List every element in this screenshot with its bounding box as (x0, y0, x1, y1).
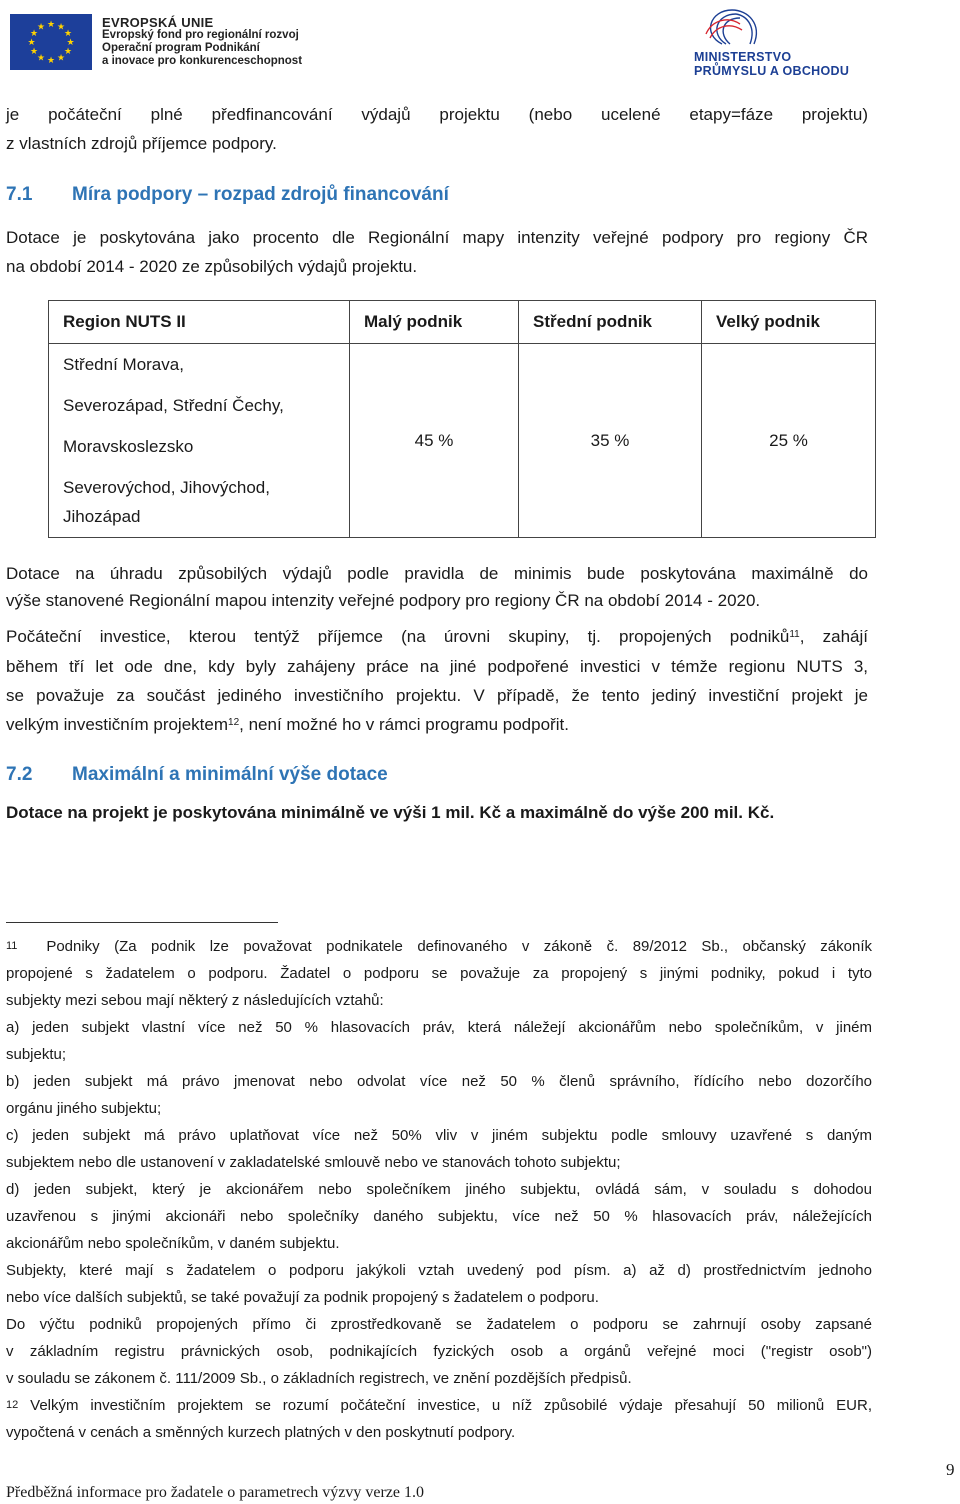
svg-text:★: ★ (29, 29, 39, 39)
eu-line-3: Operační program Podnikání (102, 42, 260, 54)
region-line: Jihozápad (63, 507, 141, 526)
footnote-divider (6, 922, 278, 923)
rate-large: 25 % (702, 344, 876, 538)
svg-text:★: ★ (46, 56, 56, 66)
svg-text:★: ★ (29, 47, 39, 57)
table-header-cell: Velký podnik (702, 301, 876, 344)
footnote-c-line-1: c) jeden subjekt má právo uplatňovat více než 50% vliv v jiném subjektu podle smlouvy uzavřené s daným (6, 1127, 872, 1144)
svg-text:★: ★ (66, 38, 75, 48)
initial-investment-line-3: se považuje za součást jediného investičního projektu. V případě, že tento jediný investiční projekt je (6, 686, 868, 705)
footnote-d-line-1: d) jeden subjekt, který je akcionářem nebo společníkem jiného subjektu, ovládá sám, v souladu s dohodou (6, 1181, 872, 1198)
de-minimis-line-1: Dotace na úhradu způsobilých výdajů podle pravidla de minimis bude poskytována maximálně do (6, 564, 868, 583)
eu-line-4: a inovace pro konkurenceschopnost (102, 55, 303, 67)
initial-investment-line-4: velkým investičním projektem$^{12}$, není možné ho v rámci programu podpořit. (6, 715, 569, 734)
section-7-1-line-2: na období 2014 - 2020 ze způsobilých výdajů projektu. (6, 257, 418, 276)
initial-investment-line-1: Počáteční investice, kterou tentýž příjemce (na úrovni skupiny, tj. propojených podniků$^{11}$, zahájí (6, 627, 869, 646)
eu-line-1: EVROPSKÁ UNIE (102, 15, 214, 30)
svg-text:★: ★ (46, 20, 56, 30)
ministry-line-2: PRŮMYSLU A OBCHODU (694, 64, 850, 78)
footnote-ref-11[interactable]: 11 (789, 629, 800, 640)
footnote-11-line-3: subjekty mezi sebou mají některý z následujících vztahů: (6, 992, 384, 1009)
eu-program-label (102, 16, 302, 68)
region-cell (49, 344, 350, 538)
footnote-b-line-1: b) jeden subjekt má právo jmenovat nebo odvolat více než 50 % členů správního, řídícího nebo dozorčího (6, 1073, 872, 1090)
support-rate-table (48, 300, 876, 538)
section-title: Míra podpory – rozpad zdrojů financování (72, 184, 449, 205)
page-number: 9 (946, 1460, 955, 1479)
svg-text:★: ★ (63, 47, 73, 57)
grant-range-text: Dotace na projekt je poskytována minimálně ve výši 1 mil. Kč a maximálně do výše 200 mil. Kč. (6, 803, 775, 822)
footnote-12-line-1: $^{12}$ Velkým investičním projektem se rozumí počáteční investice, u níž způsobilé výdaje přesahují 50 milionů EUR, (6, 1397, 873, 1414)
footnote-11-line-1: $^{11}$ Podniky (Za podnik lze považovat podnikatele definovaného v zákoně č. 89/2012 Sb., občanský zákoník (6, 938, 872, 955)
table-header-cell: Střední podnik (519, 301, 702, 344)
section-heading-7-1 (6, 184, 449, 206)
ministry-label (694, 50, 849, 78)
svg-text:★: ★ (56, 22, 66, 33)
svg-text:★: ★ (36, 53, 46, 64)
region-line: Střední Morava, (63, 355, 184, 374)
table-row (49, 344, 876, 538)
footnote-a-line-1: a) jeden subjekt vlastní více než 50 % hlasovacích práv, která náležejí akcionářům nebo společníkům, v jiném (6, 1019, 872, 1036)
rate-medium: 35 % (519, 344, 702, 538)
section-7-1-line-1: Dotace je poskytována jako procento dle Regionální mapy intenzity veřejné podpory pro regiony ČR (6, 228, 868, 247)
footnote-12-line-2: vypočtená v cenách a směnných kurzech platných v den poskytnutí podpory. (6, 1424, 516, 1441)
footnote-b-line-2: orgánu jiného subjektu; (6, 1100, 162, 1117)
page-footer: Předběžná informace pro žadatele o parametrech výzvy verze 1.0 (6, 1484, 424, 1501)
footnote-c-line-2: subjektem nebo dle ustanovení v zakladatelské smlouvě nebo ve stanovách tohoto subjektu; (6, 1154, 621, 1171)
intro-line-2: z vlastních zdrojů příjemce podpory. (6, 134, 277, 153)
footnote-number: 11 (6, 940, 18, 952)
svg-text:★: ★ (27, 38, 36, 48)
footnote-ref-12[interactable]: 12 (228, 717, 240, 728)
section-title: Maximální a minimální výše dotace (72, 764, 388, 785)
table-header-cell: Malý podnik (350, 301, 519, 344)
section-number: 7.2 (6, 764, 33, 785)
section-heading-7-2 (6, 764, 388, 786)
eu-flag-logo (10, 14, 92, 70)
svg-text:★: ★ (63, 29, 73, 39)
intro-line-1: je počáteční plné předfinancování výdajů projektu (nebo ucelené etapy=fáze projektu) (6, 105, 868, 124)
footnote-number: 12 (6, 1399, 19, 1411)
footnote-registry-line-2: v základním registru právnických osob, podnikajících fyzických osob a orgánů veřejné moci ("registr osob") (6, 1343, 872, 1360)
footnote-d-line-2: uzavřenou s jinými akcionáři nebo společníky daného subjektu, více než 50 % hlasovacích práv, náležejících (6, 1208, 872, 1225)
footnote-registry-line-1: Do výčtu podniků propojených přímo či zprostředkovaně se žadatelem o podporu se zahrnují osoby zapsané (6, 1316, 872, 1333)
footnote-d-line-3: akcionářům nebo společníkům, v daném subjektu. (6, 1235, 340, 1252)
footnote-registry-line-3: v souladu se zákonem č. 111/2009 Sb., o základních registrech, ve znění pozdějších předpisů. (6, 1370, 632, 1387)
footnote-a-line-2: subjektu; (6, 1046, 67, 1063)
svg-text:★: ★ (36, 22, 46, 33)
de-minimis-line-2: výše stanovené Regionální mapou intenzity veřejné podpory pro regiony ČR na období 2014 - 2020. (6, 591, 761, 610)
svg-text:★: ★ (56, 53, 66, 64)
footnote-subjects-line-1: Subjekty, které mají s žadatelem o podporu jakýkoli vztah uvedený pod písm. a) až d) prostřednictvím jednoho (6, 1262, 872, 1279)
ministry-line-1: MINISTERSTVO (694, 50, 792, 64)
footnote-11-line-2: propojené s žadatelem o podporu. Žadatel o podporu se považuje za propojený s jinými podniky, pokud i tyto (6, 965, 872, 982)
rate-small: 45 % (350, 344, 519, 538)
table-header-row (49, 301, 876, 344)
region-line: Moravskoslezsko (63, 437, 194, 456)
footnote-subjects-line-2: nebo více dalších subjektů, se také považují za podnik propojený s žadatelem o podporu. (6, 1289, 599, 1306)
table-header-cell: Region NUTS II (49, 301, 350, 344)
initial-investment-line-2: během tří let ode dne, kdy byly zahájeny práce na jiné podpořené investici v témže regionu NUTS 3, (6, 657, 868, 676)
section-number: 7.1 (6, 184, 33, 205)
region-line: Severozápad, Střední Čechy, (63, 396, 284, 415)
region-line: Severovýchod, Jihovýchod, (63, 478, 270, 497)
eu-line-2: Evropský fond pro regionální rozvoj (102, 29, 299, 41)
